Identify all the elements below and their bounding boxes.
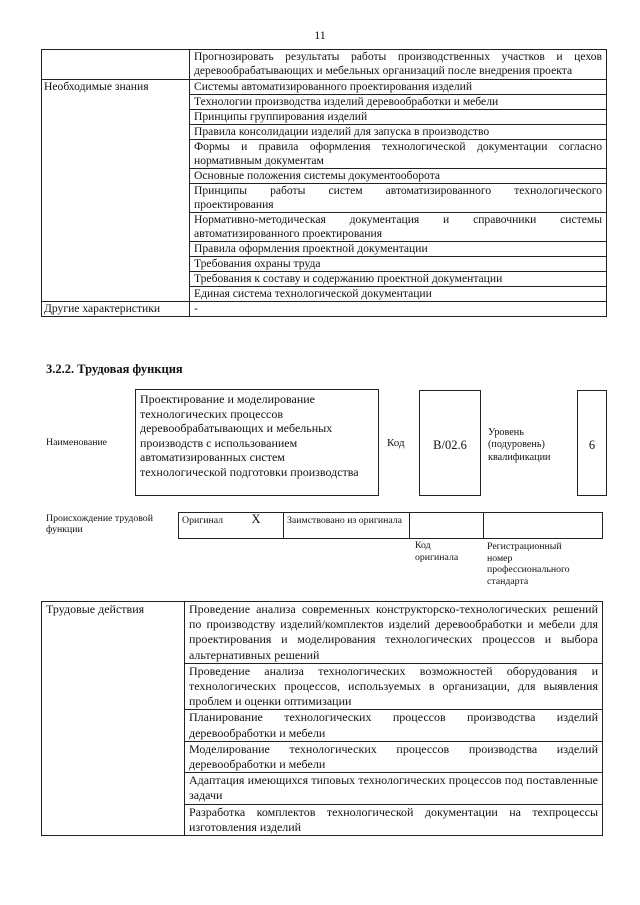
table-cell: Проведение анализа технологических возможностей оборудования и технологических процессов, используемых в организации, для выявления проблем и оценки оптимизации (185, 663, 603, 710)
table-cell: Правила оформления проектной документации (190, 241, 607, 256)
table-cell: Единая система технологической документации (190, 286, 607, 301)
borrowed-label: Заимствовано из оригинала (287, 515, 402, 526)
table-row (179, 513, 603, 539)
row-label-other: Другие характеристики (42, 301, 190, 316)
original-mark-cell (249, 513, 284, 539)
table-cell: Принципы работы систем автоматизированного технологического проектирования (190, 183, 607, 212)
table-cell: Адаптация имеющихся типовых технологических процессов под поставленные задачи (185, 773, 603, 804)
level-value: 6 (588, 438, 596, 452)
table-cell: Системы автоматизированного проектирования изделий (190, 79, 607, 94)
table-cell: Основные положения системы документооборота (190, 168, 607, 183)
borrowed-label-cell (284, 513, 410, 539)
actions-table (41, 601, 603, 836)
code-value-box (419, 390, 481, 496)
table-cell: Требования к составу и содержанию проектной документации (190, 271, 607, 286)
table-cell: Правила консолидации изделий для запуска в производство (190, 124, 607, 139)
table-row (42, 301, 607, 316)
row-label-knowledge: Необходимые знания (42, 79, 190, 301)
table-row (42, 602, 603, 664)
code-value: В/02.6 (433, 438, 467, 452)
function-name-box: Проектирование и моделирование технологических процессов деревообрабатывающих и мебельных производств с использованием автоматизированных систем технологической подготовки производства (135, 389, 379, 496)
page-number: 11 (314, 28, 326, 42)
reg-number-label: Регистрационный номер профессионального стандарта (487, 541, 570, 587)
code-original-cell (410, 513, 484, 539)
code-original-label: Код оригинала (415, 540, 459, 563)
row-label (42, 50, 190, 80)
table-cell: Принципы группирования изделий (190, 109, 607, 124)
table-cell: Формы и правила оформления технологической документации согласно нормативным документам (190, 139, 607, 168)
table-cell: Прогнозировать результаты работы производственных участков и цехов деревообрабатывающих и мебельных организаций после внедрения проекта (190, 50, 607, 80)
knowledge-table (41, 49, 607, 317)
table-cell: Моделирование технологических процессов производства изделий деревообработки и мебели (185, 741, 603, 772)
actions-label: Трудовые действия (42, 602, 185, 836)
table-cell: Разработка комплектов технологической документации на техпроцессы изготовления изделий (185, 804, 603, 835)
table-cell: Планирование технологических процессов производства изделий деревообработки и мебели (185, 710, 603, 741)
section-title: 3.2.2. Трудовая функция (46, 362, 183, 376)
table-row (42, 79, 607, 94)
original-label-cell (179, 513, 249, 539)
table-cell: - (190, 301, 607, 316)
table-cell: Проведение анализа современных конструкторско-технологических решений по производству изделий/комплектов изделий деревообработки и мебели для проектирования и моделирования технологических процессов и выбора альтернативных решений (185, 602, 603, 664)
origin-table (178, 512, 603, 539)
name-label: Наименование (46, 437, 108, 448)
original-mark: X (251, 512, 261, 526)
reg-number-cell (484, 513, 603, 539)
table-row (42, 50, 607, 80)
table-cell: Требования охраны труда (190, 256, 607, 271)
level-label: Уровень (подуровень) квалификации (488, 427, 551, 463)
code-label: Код (387, 437, 405, 449)
original-label: Оригинал (182, 515, 224, 526)
origin-label: Происхождение трудовой функции (46, 513, 153, 535)
table-cell: Технологии производства изделий деревообработки и мебели (190, 94, 607, 109)
level-value-box (577, 390, 607, 496)
table-cell: Нормативно-методическая документация и справочники системы автоматизированного проектирования (190, 212, 607, 241)
